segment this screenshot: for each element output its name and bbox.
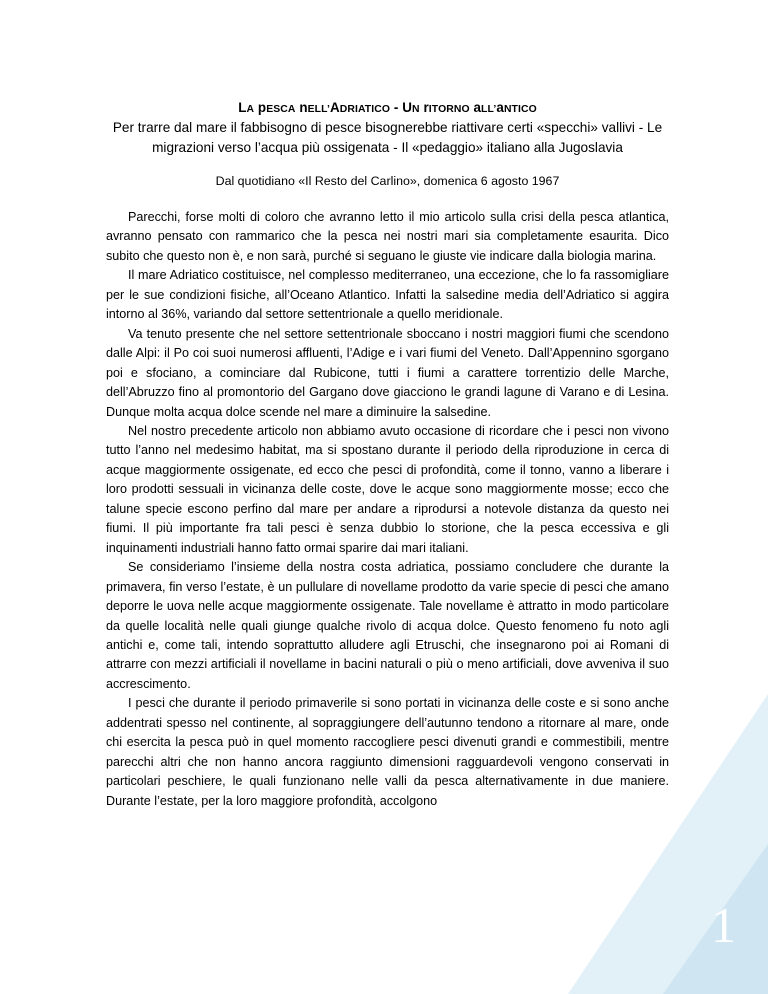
paragraph: Parecchi, forse molti di coloro che avranno letto il mio articolo sulla crisi della pesca atlantica, avranno pensato con rammarico che la pesca nei nostri mari sia completamente esaurita. Dico subito che questo non è, e non sarà, purché si seguano le giuste vie indicare dalla biologia marina. (106, 210, 669, 263)
article-title (106, 100, 669, 115)
article-source: Dal quotidiano «Il Resto del Carlino», domenica 6 agosto 1967 (215, 174, 560, 188)
page-number: 1 (711, 897, 736, 953)
paragraph: Se consideriamo l’insieme della nostra costa adriatica, possiamo concludere che durante la primavera, fin verso l’estate, è un pullulare di novellame prodotto da varie specie di pesci che amano deporre le uova nelle acque maggiormente ossigenate. Tale novellame è attratto in modo particolare da quelle località nelle quali giunge qualche rivolo di acqua dolce. Questo fenomeno fu noto agli antichi e, come tali, intendo soprattutto alludere agli Etruschi, che insegnarono poi ai Romani di attrarre con mezzi artificiali il novellame in bacini naturali o più o meno artificiali, dove avveniva il suo accrescimento. (106, 560, 669, 691)
corner-decoration (568, 694, 768, 994)
paragraph: Nel nostro precedente articolo non abbiamo avuto occasione di ricordare che i pesci non vivono tutto l’anno nel medesimo habitat, ma si spostano durante il periodo della riproduzione in cerca di acque maggiormente ossigenate, ed ecco che pesci di profondità, come il tonno, vanno a liberare i loro prodotti sessuali in vicinanza delle coste, dove le acque sono maggiormente mosse; ecco che talune specie escono perfino dal mare per andare a riprodursi a notevole distanza da questo nei fiumi. Il più importante fra tali pesci è senza dubbio lo storione, che la pesca eccessiva e gli inquinamenti industriali hanno fatto ormai sparire dai mari italiani. (106, 423, 669, 555)
paragraph: I pesci che durante il periodo primaverile si sono portati in vicinanza delle coste e si sono anche addentrati spesso nel continente, al sopraggiungere dell’autunno tendono a ritornare al mare, onde chi esercita la pesca può in quel momento raccogliere pesci divenuti grandi e commestibili, mentre parecchi altri che non hanno ancora raggiunto dimensioni ragguardevoli vengono conservati in particolari peschiere, le quali funzionano nelle valli da pesca alternativamente in due maniere. Durante l’estate, per la loro maggiore profondità, accolgono (106, 696, 669, 808)
title-text: LA pESCA nELL’ADRIATICO - UN rITORNO aLL’aNTICO (238, 100, 537, 115)
paragraph: Il mare Adriatico costituisce, nel complesso mediterraneo, una eccezione, che lo fa rassomigliare per le sue condizioni fisiche, all’Oceano Atlantico. Infatti la salsedine media dell’Adriatico si aggira intorno al 36%, variando dal settore settentrionale a quello meridionale. (106, 268, 669, 322)
paragraph: Va tenuto presente che nel settore settentrionale sboccano i nostri maggiori fiumi che scendono dalle Alpi: il Po coi suoi numerosi affluenti, l’Adige e i vari fiumi del Veneto. Dall’Appennino sgorgano poi e sfociano, a cominciare dal Rubicone, tutti i fiumi a carattere torrentizio delle Marche, dell’Abruzzo fino al promontorio del Gargano dove giacciono le grandi lagune di Varano e di Lesina. Dunque molta acqua dolce scende nel mare a diminuire la salsedine. (106, 326, 669, 419)
article-subtitle: Per trarre dal mare il fabbisogno di pesce bisognerebbe riattivare certi «specchi» vallivi - Le migrazioni verso l’acqua più ossigenata - Il «pedaggio» italiano alla Jugoslavia (112, 120, 663, 155)
